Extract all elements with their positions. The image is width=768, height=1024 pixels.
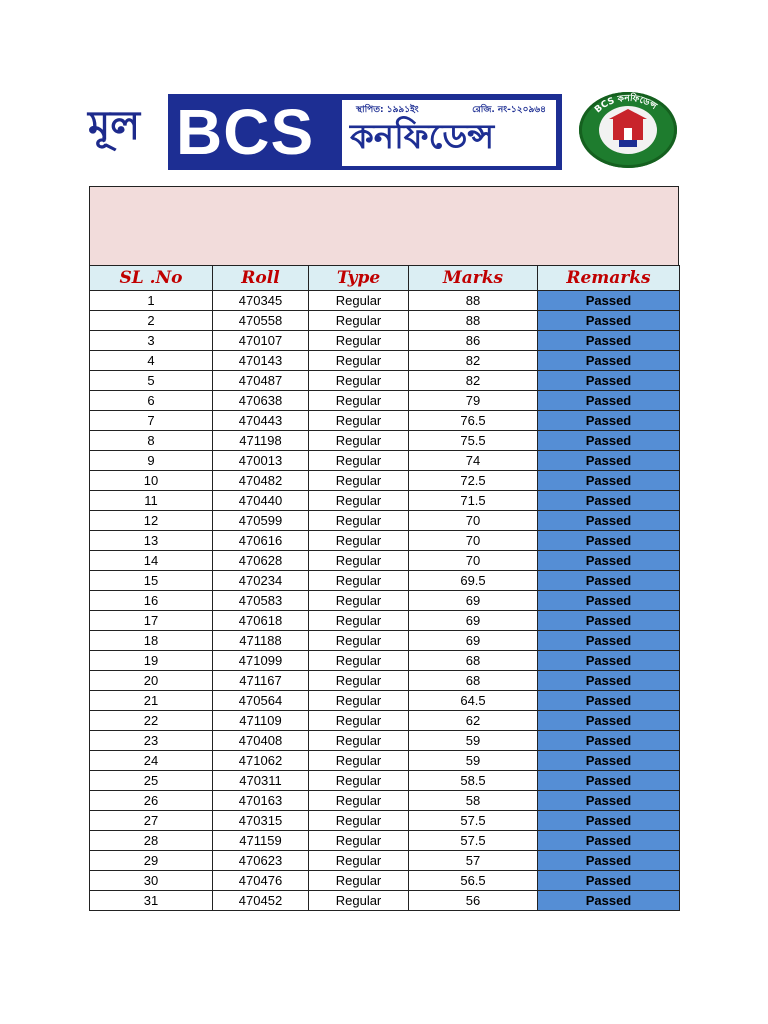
cell-type: Regular <box>309 851 409 871</box>
founded-text: স্থাপিত: ১৯৯১ইং <box>356 105 419 115</box>
cell-sl-no: 24 <box>90 751 213 771</box>
cell-remarks: Passed <box>538 751 680 771</box>
cell-type: Regular <box>309 311 409 331</box>
table-row <box>90 631 680 651</box>
cell-roll: 470234 <box>213 571 309 591</box>
cell-type: Regular <box>309 351 409 371</box>
cell-marks: 56 <box>409 891 538 911</box>
cell-roll: 471198 <box>213 431 309 451</box>
seal-text: BCS কনফিডেন্স <box>593 93 659 116</box>
table-row <box>90 311 680 331</box>
bcs-seal-logo <box>579 92 677 168</box>
cell-type: Regular <box>309 831 409 851</box>
cell-marks: 86 <box>409 331 538 351</box>
table-row <box>90 391 680 411</box>
cell-remarks: Passed <box>538 791 680 811</box>
cell-type: Regular <box>309 871 409 891</box>
cell-remarks: Passed <box>538 671 680 691</box>
table-row <box>90 811 680 831</box>
cell-remarks: Passed <box>538 571 680 591</box>
table-row <box>90 671 680 691</box>
cell-remarks: Passed <box>538 431 680 451</box>
cell-marks: 69 <box>409 611 538 631</box>
cell-sl-no: 19 <box>90 651 213 671</box>
cell-type: Regular <box>309 491 409 511</box>
table-row <box>90 851 680 871</box>
table-row <box>90 591 680 611</box>
cell-marks: 82 <box>409 351 538 371</box>
cell-remarks: Passed <box>538 491 680 511</box>
cell-type: Regular <box>309 451 409 471</box>
cell-roll: 470558 <box>213 311 309 331</box>
cell-remarks: Passed <box>538 831 680 851</box>
cell-roll: 470628 <box>213 551 309 571</box>
page-header <box>0 0 768 180</box>
cell-marks: 57.5 <box>409 831 538 851</box>
cell-roll: 471109 <box>213 711 309 731</box>
column-header-sl-no: SL .No <box>90 266 213 291</box>
cell-remarks: Passed <box>538 851 680 871</box>
cell-roll: 470408 <box>213 731 309 751</box>
cell-type: Regular <box>309 671 409 691</box>
cell-sl-no: 20 <box>90 671 213 691</box>
cell-sl-no: 18 <box>90 631 213 651</box>
table-row <box>90 791 680 811</box>
cell-marks: 59 <box>409 751 538 771</box>
cell-sl-no: 8 <box>90 431 213 451</box>
table-row <box>90 331 680 351</box>
cell-marks: 76.5 <box>409 411 538 431</box>
cell-roll: 471167 <box>213 671 309 691</box>
cell-sl-no: 3 <box>90 331 213 351</box>
table-row <box>90 431 680 451</box>
cell-sl-no: 4 <box>90 351 213 371</box>
cell-sl-no: 30 <box>90 871 213 891</box>
cell-roll: 470443 <box>213 411 309 431</box>
cell-sl-no: 22 <box>90 711 213 731</box>
cell-roll: 470583 <box>213 591 309 611</box>
cell-marks: 68 <box>409 671 538 691</box>
cell-roll: 470487 <box>213 371 309 391</box>
cell-roll: 471159 <box>213 831 309 851</box>
cell-roll: 471099 <box>213 651 309 671</box>
cell-sl-no: 1 <box>90 291 213 311</box>
cell-marks: 70 <box>409 531 538 551</box>
cell-type: Regular <box>309 411 409 431</box>
cell-type: Regular <box>309 611 409 631</box>
results-table <box>89 265 680 911</box>
table-row <box>90 351 680 371</box>
cell-type: Regular <box>309 691 409 711</box>
cell-type: Regular <box>309 771 409 791</box>
table-row <box>90 451 680 471</box>
cell-roll: 470013 <box>213 451 309 471</box>
cell-sl-no: 12 <box>90 511 213 531</box>
table-row <box>90 571 680 591</box>
cell-sl-no: 6 <box>90 391 213 411</box>
cell-marks: 64.5 <box>409 691 538 711</box>
cell-roll: 471188 <box>213 631 309 651</box>
table-row <box>90 891 680 911</box>
cell-remarks: Passed <box>538 631 680 651</box>
table-row <box>90 831 680 851</box>
table-header-row <box>90 266 680 291</box>
cell-marks: 79 <box>409 391 538 411</box>
cell-type: Regular <box>309 391 409 411</box>
cell-roll: 471062 <box>213 751 309 771</box>
cell-sl-no: 15 <box>90 571 213 591</box>
cell-sl-no: 13 <box>90 531 213 551</box>
cell-remarks: Passed <box>538 711 680 731</box>
cell-sl-no: 28 <box>90 831 213 851</box>
cell-sl-no: 14 <box>90 551 213 571</box>
cell-remarks: Passed <box>538 771 680 791</box>
cell-marks: 56.5 <box>409 871 538 891</box>
cell-remarks: Passed <box>538 871 680 891</box>
cell-remarks: Passed <box>538 411 680 431</box>
table-row <box>90 611 680 631</box>
cell-type: Regular <box>309 571 409 591</box>
cell-type: Regular <box>309 591 409 611</box>
book-icon <box>619 140 637 147</box>
cell-marks: 71.5 <box>409 491 538 511</box>
cell-type: Regular <box>309 551 409 571</box>
cell-remarks: Passed <box>538 811 680 831</box>
cell-type: Regular <box>309 751 409 771</box>
cell-marks: 57.5 <box>409 811 538 831</box>
column-header-type: Type <box>309 266 409 291</box>
cell-remarks: Passed <box>538 691 680 711</box>
column-header-marks: Marks <box>409 266 538 291</box>
registration-text: রেজি. নং-১২০৯৬৪ <box>472 105 546 115</box>
table-row <box>90 731 680 751</box>
cell-sl-no: 17 <box>90 611 213 631</box>
cell-sl-no: 29 <box>90 851 213 871</box>
cell-roll: 470452 <box>213 891 309 911</box>
cell-type: Regular <box>309 791 409 811</box>
cell-sl-no: 16 <box>90 591 213 611</box>
brand-bengali: কনফিডেন্স <box>350 117 495 157</box>
house-door-icon <box>624 128 632 140</box>
cell-marks: 69 <box>409 631 538 651</box>
cell-roll: 470311 <box>213 771 309 791</box>
bcs-logo-banner <box>168 94 562 170</box>
cell-marks: 69.5 <box>409 571 538 591</box>
cell-remarks: Passed <box>538 391 680 411</box>
cell-sl-no: 10 <box>90 471 213 491</box>
cell-remarks: Passed <box>538 651 680 671</box>
seal-emblem <box>599 106 657 154</box>
cell-sl-no: 2 <box>90 311 213 331</box>
table-row <box>90 751 680 771</box>
cell-remarks: Passed <box>538 591 680 611</box>
cell-type: Regular <box>309 731 409 751</box>
table-row <box>90 551 680 571</box>
cell-marks: 75.5 <box>409 431 538 451</box>
table-row <box>90 291 680 311</box>
cell-remarks: Passed <box>538 531 680 551</box>
cell-marks: 74 <box>409 451 538 471</box>
cell-marks: 62 <box>409 711 538 731</box>
cell-type: Regular <box>309 291 409 311</box>
table-row <box>90 491 680 511</box>
cell-roll: 470564 <box>213 691 309 711</box>
cell-remarks: Passed <box>538 331 680 351</box>
table-row <box>90 711 680 731</box>
cell-sl-no: 23 <box>90 731 213 751</box>
cell-type: Regular <box>309 891 409 911</box>
cell-remarks: Passed <box>538 291 680 311</box>
table-row <box>90 411 680 431</box>
cell-roll: 470623 <box>213 851 309 871</box>
cell-roll: 470618 <box>213 611 309 631</box>
cell-type: Regular <box>309 811 409 831</box>
cell-roll: 470143 <box>213 351 309 371</box>
cell-roll: 470482 <box>213 471 309 491</box>
cell-sl-no: 21 <box>90 691 213 711</box>
cell-marks: 88 <box>409 291 538 311</box>
cell-marks: 59 <box>409 731 538 751</box>
cell-remarks: Passed <box>538 891 680 911</box>
table-row <box>90 771 680 791</box>
cell-remarks: Passed <box>538 471 680 491</box>
cell-sl-no: 5 <box>90 371 213 391</box>
cell-type: Regular <box>309 531 409 551</box>
cell-remarks: Passed <box>538 311 680 331</box>
table-row <box>90 691 680 711</box>
cell-marks: 58.5 <box>409 771 538 791</box>
cell-sl-no: 9 <box>90 451 213 471</box>
cell-roll: 470107 <box>213 331 309 351</box>
cell-remarks: Passed <box>538 551 680 571</box>
cell-sl-no: 11 <box>90 491 213 511</box>
cell-roll: 470638 <box>213 391 309 411</box>
cell-remarks: Passed <box>538 371 680 391</box>
cell-sl-no: 25 <box>90 771 213 791</box>
cell-remarks: Passed <box>538 611 680 631</box>
cell-marks: 82 <box>409 371 538 391</box>
cell-roll: 470440 <box>213 491 309 511</box>
table-row <box>90 531 680 551</box>
column-header-roll: Roll <box>213 266 309 291</box>
cell-roll: 470476 <box>213 871 309 891</box>
cell-roll: 470345 <box>213 291 309 311</box>
cell-roll: 470599 <box>213 511 309 531</box>
cell-marks: 88 <box>409 311 538 331</box>
cell-marks: 68 <box>409 651 538 671</box>
cell-roll: 470616 <box>213 531 309 551</box>
table-row <box>90 871 680 891</box>
column-header-remarks: Remarks <box>538 266 680 291</box>
cell-type: Regular <box>309 711 409 731</box>
cell-sl-no: 27 <box>90 811 213 831</box>
cell-sl-no: 31 <box>90 891 213 911</box>
cell-marks: 70 <box>409 511 538 531</box>
cell-remarks: Passed <box>538 511 680 531</box>
mul-label: মূল <box>88 103 141 149</box>
cell-marks: 70 <box>409 551 538 571</box>
cell-marks: 57 <box>409 851 538 871</box>
cell-remarks: Passed <box>538 351 680 371</box>
cell-remarks: Passed <box>538 731 680 751</box>
cell-type: Regular <box>309 651 409 671</box>
table-title-band <box>89 186 679 266</box>
cell-type: Regular <box>309 331 409 351</box>
cell-remarks: Passed <box>538 451 680 471</box>
cell-marks: 72.5 <box>409 471 538 491</box>
table-row <box>90 651 680 671</box>
brand-latin: BCS <box>176 96 315 168</box>
cell-roll: 470163 <box>213 791 309 811</box>
cell-sl-no: 26 <box>90 791 213 811</box>
cell-roll: 470315 <box>213 811 309 831</box>
cell-type: Regular <box>309 371 409 391</box>
cell-type: Regular <box>309 471 409 491</box>
table-row <box>90 511 680 531</box>
cell-marks: 69 <box>409 591 538 611</box>
cell-type: Regular <box>309 431 409 451</box>
brand-bengali-panel <box>342 100 556 166</box>
cell-marks: 58 <box>409 791 538 811</box>
cell-type: Regular <box>309 511 409 531</box>
table-row <box>90 371 680 391</box>
cell-sl-no: 7 <box>90 411 213 431</box>
table-row <box>90 471 680 491</box>
cell-type: Regular <box>309 631 409 651</box>
